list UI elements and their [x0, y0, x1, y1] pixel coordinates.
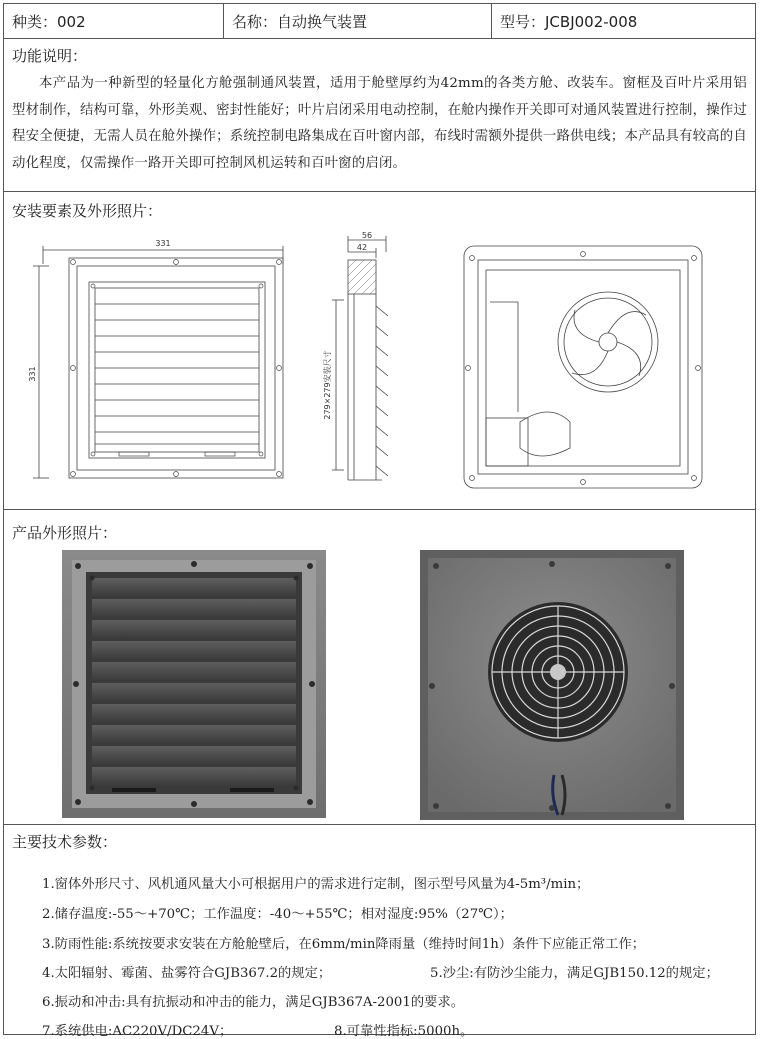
header-row [4, 4, 755, 39]
param-item: 6.振动和冲击:具有抗振动和冲击的能力，满足GJB367A-2001的要求。 [42, 995, 465, 1010]
depth-outer-label: 56 [361, 231, 373, 240]
cutout-dimension-label: 279×279安装尺寸 [323, 350, 332, 420]
height-dimension-label: 331 [28, 366, 37, 382]
param-item: 4.太阳辐射、霉菌、盐雾符合GJB367.2的规定； [42, 966, 332, 981]
product-name-cell: 名称：自动换气装置 [224, 4, 492, 38]
photos-title: 产品外形照片： [12, 524, 118, 542]
fan-hub [550, 664, 566, 680]
front-photo [62, 550, 326, 818]
install-title: 安装要素及外形照片： [12, 202, 163, 220]
function-text: 本产品为一种新型的轻量化方舱强制通风装置，适用于舱壁厚约为42mm的各类方舱、改装车。窗框及百叶片采用铝型材制作，结构可靠，外形美观、密封性能好；叶片启闭采用电动控制，在舱内操作开关即可对通风装置进行控制，操作过程安全便捷，无需人员在舱外操作；系统控制电路集成在百叶窗内部，布线时需额外提供一路供电线；本产品具有较高的自动化程度，仅需操作一路开关即可控制风机运转和百叶窗的启闭。 [12, 76, 747, 171]
param-item: 2.储存温度:-55～+70℃；工作温度：-40～+55℃；相对湿度:95%（27℃）； [42, 907, 513, 922]
params-title: 主要技术参数： [12, 833, 118, 851]
param-item: 1.窗体外形尺寸、风机通风量大小可根据用户的需求进行定制，图示型号风量为4-5m³/min； [42, 877, 590, 892]
louver-slats [95, 304, 259, 456]
function-section [4, 39, 755, 192]
function-title: 功能说明： [12, 47, 88, 65]
photos-section [4, 510, 755, 825]
rear-photo [420, 550, 684, 820]
params-section [4, 825, 755, 1039]
width-dimension-label: 331 [155, 239, 171, 248]
side-slats [376, 306, 388, 476]
wall-hatch [348, 260, 376, 294]
rear-view-drawing [460, 242, 710, 494]
install-section [4, 192, 755, 510]
side-view-drawing [322, 230, 402, 496]
param-item: 8.可靠性指标:5000h。 [334, 1024, 474, 1039]
model-cell: 型号：JCBJ002-008 [500, 12, 638, 31]
param-item: 7.系统供电:AC220V/DC24V； [42, 1024, 233, 1039]
depth-inner-label: 42 [356, 243, 368, 252]
param-item: 5.沙尘:有防沙尘能力，满足GJB150.12的规定； [430, 966, 719, 981]
front-view-drawing [29, 234, 309, 494]
param-item: 3.防雨性能:系统按要求安装在方舱舱壁后，在6mm/min降雨量（维持时间1h）条件下应能正常工作； [42, 937, 646, 952]
rear-mounting-holes [466, 252, 701, 485]
category-cell: 种类：002 [4, 4, 224, 38]
spec-sheet [3, 3, 756, 1039]
